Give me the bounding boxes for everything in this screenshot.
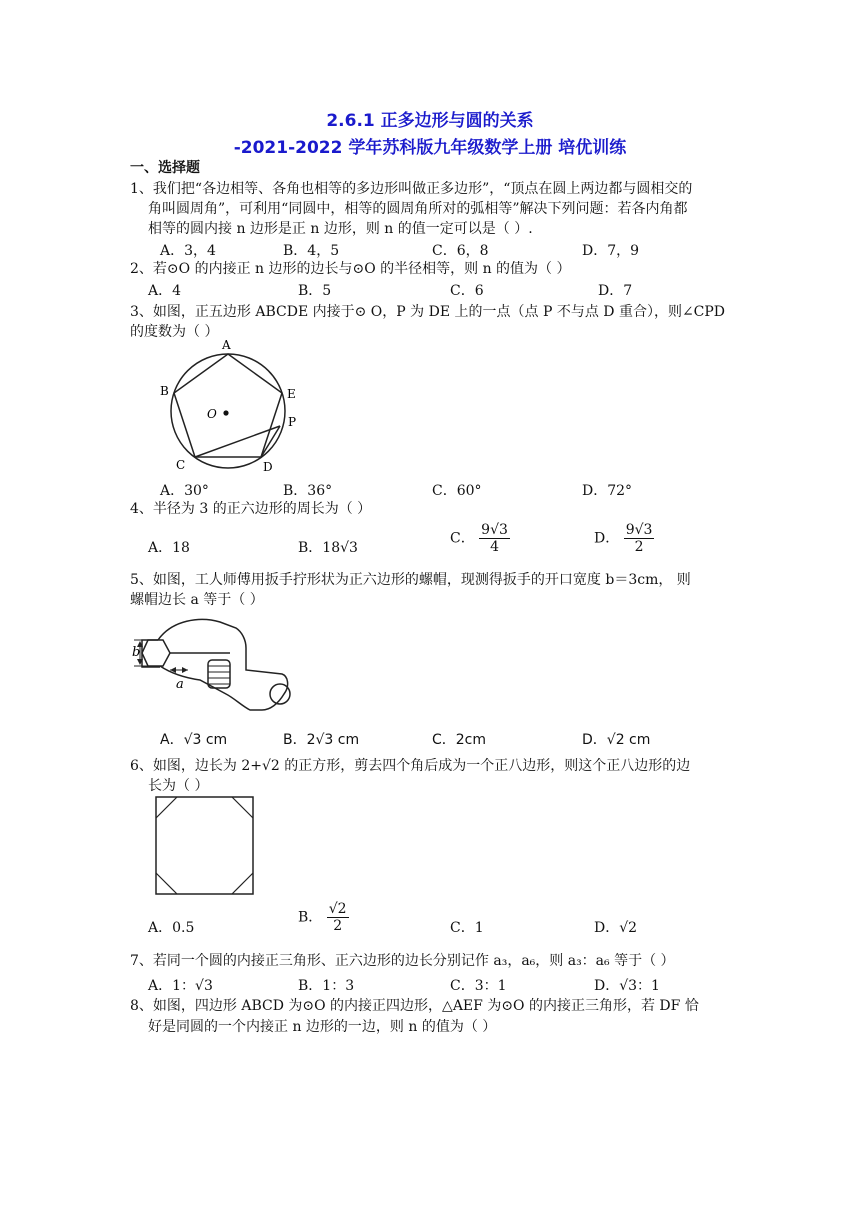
label-A: A [222, 338, 231, 352]
q6-option-d: D．√2 [594, 920, 638, 936]
q6-option-a: A．0.5 [148, 920, 195, 936]
q7-option-a: A．1：√3 [148, 978, 213, 994]
label-E: E [287, 387, 296, 401]
q1-option-d: D．7，9 [582, 243, 640, 259]
q3-option-a: A．30° [160, 483, 209, 499]
q3-option-b: B．36° [283, 483, 333, 499]
q2-text: 2、若⊙O 的内接正 n 边形的边长与⊙O 的半径相等，则 n 的值为（ ） [130, 261, 571, 277]
q3-line-2: 的度数为（ ） [130, 324, 219, 340]
q3-option-c: C．60° [432, 483, 482, 499]
q5-line-2: 螺帽边长 a 等于（ ） [130, 592, 264, 608]
q3-option-d: D．72° [582, 483, 633, 499]
section-heading: 一、选择题 [130, 160, 200, 176]
q6-line-1: 6、如图，边长为 2+√2 的正方形，剪去四个角后成为一个正八边形，则这个正八边形的边 [130, 758, 691, 774]
q5-line-1: 5、如图，工人师傅用扳手拧形状为正六边形的螺帽，现测得扳手的开口宽度 b＝3cm， 则 [130, 572, 691, 588]
q6-option-b-fraction [327, 901, 349, 934]
q4-option-d-label: D． [594, 530, 620, 547]
octagon-square-figure [155, 796, 255, 896]
q5-option-d: D．√2 cm [582, 732, 651, 748]
q2-option-c: C．6 [450, 283, 484, 299]
q7-option-b: B．1：3 [298, 978, 355, 994]
label-P: P [288, 415, 297, 429]
label-C: C [176, 458, 186, 472]
q3-line-1: 3、如图，正五边形 ABCDE 内接于⊙ O，P 为 DE 上的一点（点 P 不与点 D 重合），则∠CPD [130, 304, 726, 320]
wrench-figure [130, 610, 295, 720]
q2-option-a: A．4 [148, 283, 182, 299]
q4-option-d [594, 522, 654, 555]
q5-option-a: A．√3 cm [160, 732, 228, 748]
q6-option-c: C．1 [450, 920, 484, 936]
q4-option-c-label: C． [450, 530, 475, 547]
q6-b-denominator: 2 [333, 918, 343, 934]
label-O: O [207, 407, 217, 421]
q6-b-numerator: √2 [328, 901, 347, 917]
q7-text: 7、若同一个圆的内接正三角形、正六边形的边长分别记作 a₃，a₆，则 a₃：a₆ 等于（ ） [130, 953, 675, 969]
q4-d-denominator: 2 [634, 539, 644, 555]
q1-option-c: C．6，8 [432, 243, 489, 259]
q4-option-b: B．18√3 [298, 540, 358, 556]
label-b: b [132, 645, 141, 660]
q6-line-2: 长为（ ） [148, 778, 209, 794]
q4-text: 4、半径为 3 的正六边形的周长为（ ） [130, 501, 372, 517]
q2-option-d: D．7 [598, 283, 633, 299]
q1-option-b: B．4，5 [283, 243, 340, 259]
q1-option-a: A．3，4 [160, 243, 216, 259]
q7-option-c: C．3：1 [450, 978, 507, 994]
q8-line-2: 好是同圆的一个内接正 n 边形的一边，则 n 的值为（ ） [148, 1019, 497, 1035]
q5-option-c: C．2cm [432, 732, 487, 748]
q7-option-d: D．√3：1 [594, 978, 660, 994]
q1-line-1: 1、我们把“各边相等、各角也相等的多边形叫做正多边形”，“顶点在圆上两边都与圆相交的 [130, 181, 693, 197]
pentagon-circle-figure [160, 338, 310, 478]
q4-option-d-fraction [624, 522, 655, 555]
label-D: D [263, 460, 273, 474]
q4-option-a: A．18 [148, 540, 190, 556]
title-line-2: -2021-2022 学年苏科版九年级数学上册 培优训练 [233, 138, 627, 158]
label-a: a [176, 677, 184, 692]
q5-option-b: B．2√3 cm [283, 732, 360, 748]
q2-option-b: B．5 [298, 283, 332, 299]
q1-line-2: 角叫圆周角”，可利用“同圆中，相等的圆周角所对的弧相等”解决下列问题：若各内角都 [148, 201, 688, 217]
title-line-1: 2.6.1 正多边形与圆的关系 [326, 111, 534, 131]
q6-option-b [298, 901, 349, 934]
q8-line-1: 8、如图，四边形 ABCD 为⊙O 的内接正四边形，△AEF 为⊙O 的内接正三角形，若 DF 恰 [130, 998, 699, 1014]
q4-d-numerator: 9√3 [625, 522, 653, 538]
q1-line-3: 相等的圆内接 n 边形是正 n 边形，则 n 的值一定可以是（ ）. [148, 221, 533, 237]
q4-option-c [450, 522, 510, 555]
q4-option-c-fraction [479, 522, 510, 555]
q6-option-b-label: B． [298, 909, 323, 926]
q4-c-denominator: 4 [490, 539, 499, 555]
label-B: B [160, 384, 169, 398]
q4-c-numerator: 9√3 [481, 522, 508, 538]
